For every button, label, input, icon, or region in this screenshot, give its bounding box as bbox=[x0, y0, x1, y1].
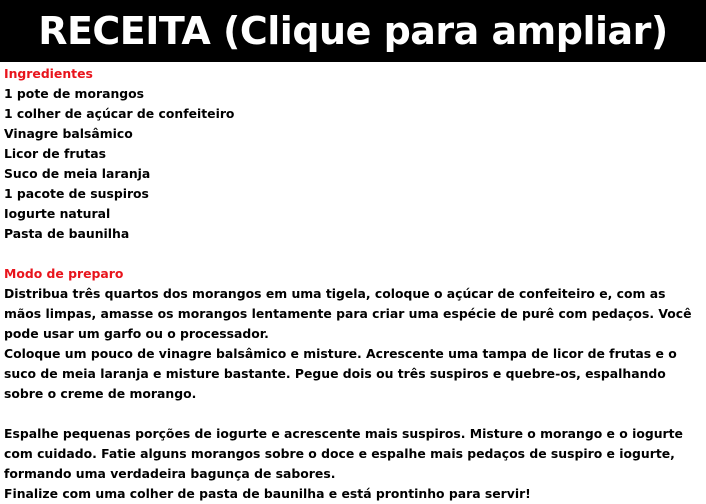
ingredient-item: Vinagre balsâmico bbox=[4, 126, 133, 141]
header-banner[interactable] bbox=[0, 0, 706, 62]
page-title[interactable]: RECEITA (Clique para ampliar) bbox=[38, 9, 668, 53]
spacer bbox=[4, 404, 702, 424]
ingredient-item: 1 pote de morangos bbox=[4, 86, 145, 101]
recipe-content bbox=[4, 64, 702, 504]
ingredients-list bbox=[4, 84, 702, 244]
ingredient-item: Iogurte natural bbox=[4, 206, 111, 221]
preparation-step: Finalize com uma colher de pasta de baunilha e está prontinho para servir! bbox=[4, 486, 531, 501]
preparation-step: Espalhe pequenas porções de iogurte e acrescente mais suspiros. Misture o morango e o iogurte com cuidado. Fatie alguns morangos sobre o doce e espalhe mais pedaços de suspiro e iogurte, formando uma verdadeira bagunça de sabores. bbox=[4, 426, 683, 481]
ingredients-heading: Ingredientes bbox=[4, 66, 93, 81]
preparation-step: Coloque um pouco de vinagre balsâmico e misture. Acrescente uma tampa de licor de frutas e o suco de meia laranja e misture bastante. Pegue dois ou três suspiros e quebre-os, espalhando sobre o creme de morango. bbox=[4, 346, 677, 401]
preparation-step: Distribua três quartos dos morangos em uma tigela, coloque o açúcar de confeiteiro e, com as mãos limpas, amasse os morangos lentamente para criar uma espécie de purê com pedaços. Você pode usar um garfo ou o processador. bbox=[4, 286, 692, 341]
ingredient-item: Suco de meia laranja bbox=[4, 166, 151, 181]
ingredient-item: Pasta de baunilha bbox=[4, 226, 130, 241]
spacer bbox=[4, 244, 702, 264]
ingredient-item: Licor de frutas bbox=[4, 146, 106, 161]
ingredient-item: 1 colher de açúcar de confeiteiro bbox=[4, 106, 235, 121]
ingredient-item: 1 pacote de suspiros bbox=[4, 186, 149, 201]
preparation-heading: Modo de preparo bbox=[4, 266, 124, 281]
